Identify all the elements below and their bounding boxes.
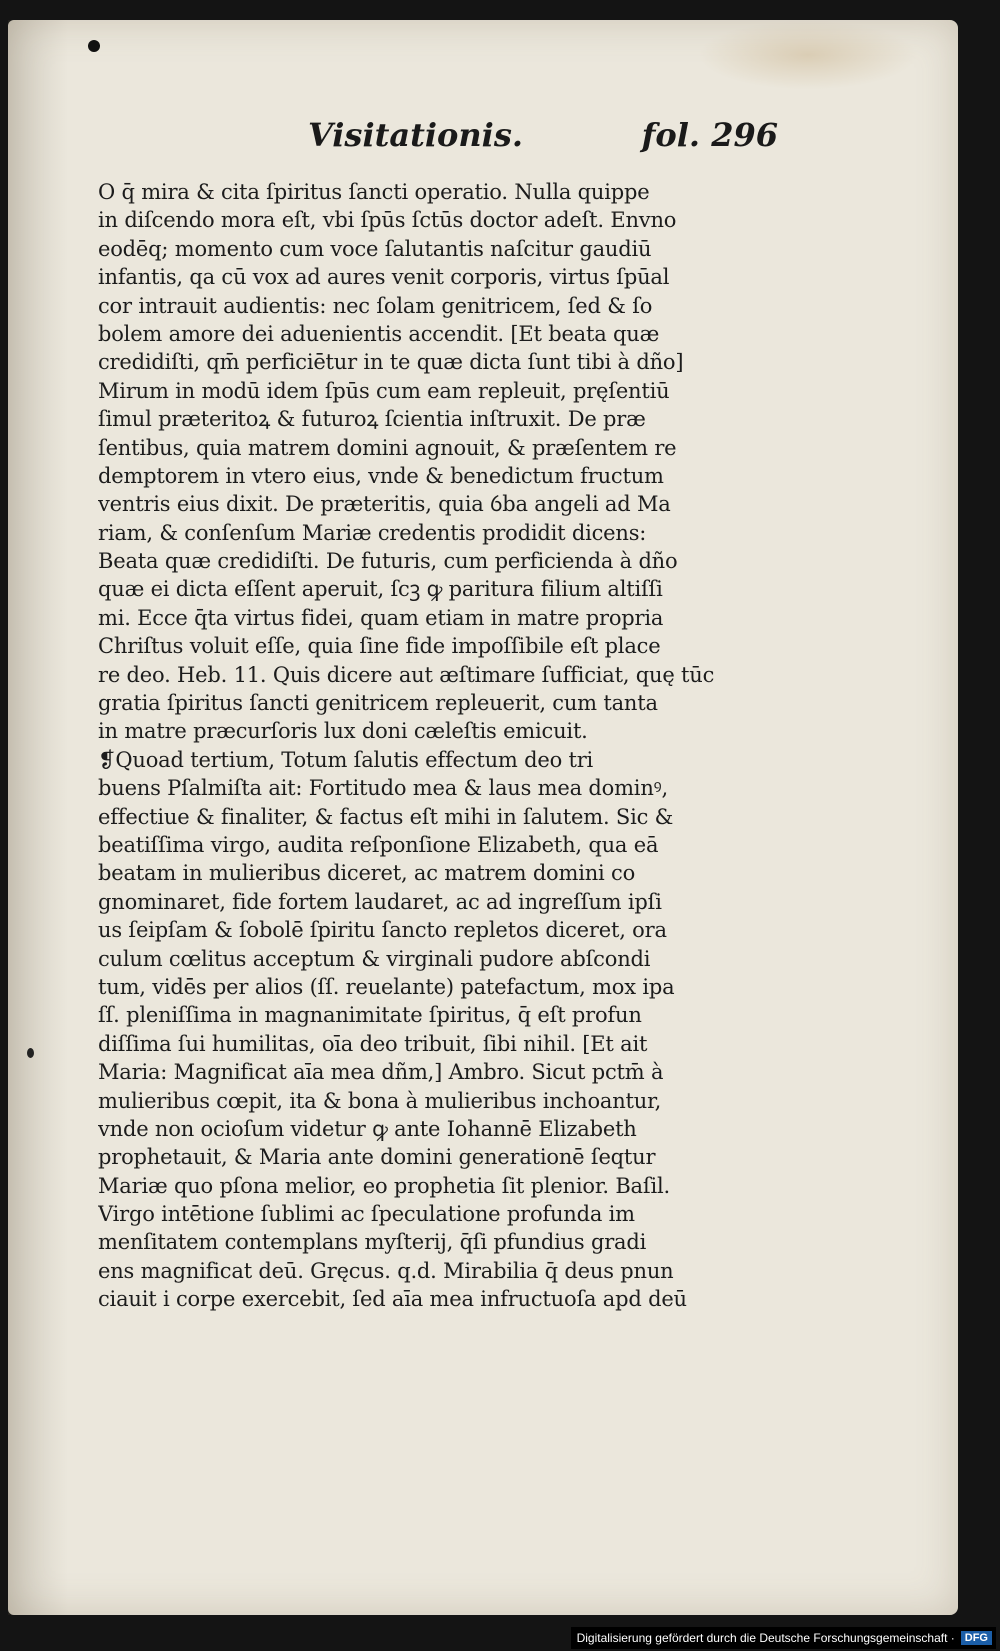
text-line: bolem amore dei aduenientis accendit. [Et beata quæ (98, 321, 660, 346)
text-line: gratia ſpiritus ſancti genitricem repleuerit, cum tanta (98, 691, 658, 716)
digitization-credit (571, 1627, 996, 1649)
text-line: ciauit i corpe exercebit, ſed aīa mea infructuoſa apd deū (98, 1287, 687, 1312)
text-line: Virgo intētione ſublimi ac ſpeculatione profunda im (98, 1202, 635, 1227)
text-line: in diſcendo mora eſt, vbi ſpūs ſctūs doctor adeſt. Envno (98, 208, 677, 233)
text-line: us ſeipſam & ſobolē ſpiritu ſancto repletos diceret, ora (98, 918, 667, 943)
text-line: beatam in mulieribus diceret, ac matrem domini co (98, 861, 636, 886)
text-line: credidiſti, qm̄ perficiētur in te quæ dicta ſunt tibi à dño] (98, 350, 684, 375)
text-line: cor intrauit audientis: nec ſolam genitricem, ſed & ſo (98, 293, 653, 318)
text-line: Chriſtus voluit eſſe, quia ſine fide impoſſibile eſt place (98, 634, 661, 659)
text-line: buens Pſalmiſta ait: Fortitudo mea & laus mea dominꝰ, (98, 776, 668, 801)
text-line: beatiſſima virgo, audita reſponſione Elizabeth, qua eā (98, 832, 659, 857)
text-line: Beata quæ credidiſti. De futuris, cum perficienda à dño (98, 549, 678, 574)
text-line: mi. Ecce q̄ta virtus fidei, quam etiam in matre propria (98, 605, 664, 630)
text-line: Mirum in modū idem ſpūs cum eam repleuit, pręſentiū (98, 378, 670, 403)
text-line: diſſima ſui humilitas, oīa deo tribuit, ſibi nihil. [Et ait (98, 1031, 648, 1056)
ink-dot (88, 40, 100, 52)
text-line: gnominaret, fide fortem laudaret, ac ad ingreſſum ipſi (98, 889, 662, 914)
text-line: ens magnificat deū. Gręcus. q.d. Mirabilia q̄ deus pnun (98, 1258, 674, 1283)
dfg-logo: DFG (961, 1631, 992, 1645)
folio-number: fol. 296 (641, 116, 778, 154)
credit-text: Digitalisierung gefördert durch die Deutsche Forschungsgemeinschaft · (576, 1631, 955, 1645)
text-line: in matre præcurſoris lux doni cæleſtis emicuit. (98, 719, 588, 744)
text-line: demptorem in vtero eius, vnde & benedictum fructum (98, 463, 664, 488)
text-line: ventris eius dixit. De præteritis, quia ỽba angeli ad Ma (98, 492, 671, 517)
text-block (98, 178, 778, 1314)
running-title: Visitationis. (308, 116, 523, 154)
text-line: vnde non ocioſum videtur ꝙ ante Iohannē Elizabeth (98, 1116, 637, 1141)
text-line: prophetauit, & Maria ante domini generationē ſeqtur (98, 1145, 656, 1170)
page-stain (698, 20, 918, 90)
text-line: eodēq; momento cum voce ſalutantis naſcitur gaudiū (98, 236, 652, 261)
text-line: O q̄ mira & cita ſpiritus ſancti operatio. Nulla quippe (98, 180, 650, 204)
text-line: ſſ. pleniſſima in magnanimitate ſpiritus, q̄ eſt profun (98, 1003, 642, 1028)
text-line: riam, & conſenſum Mariæ credentis prodidit dicens: (98, 520, 647, 545)
text-line: Mariæ quo pſona melior, eo prophetia ſit plenior. Baſil. (98, 1173, 670, 1198)
book-page (8, 20, 958, 1615)
ink-dot-margin (27, 1048, 34, 1058)
text-line: effectiue & finaliter, & factus eſt mihi in ſalutem. Sic & (98, 804, 674, 829)
page-header (308, 116, 778, 164)
text-line: ❡Quoad tertium, Totum ſalutis effectum deo tri (98, 747, 594, 772)
text-line: quæ ei dicta eſſent aperuit, ſcꝫ ꝙ paritura filium altiſſi (98, 577, 663, 602)
text-line: mulieribus cœpit, ita & bona à mulieribus inchoantur, (98, 1088, 662, 1113)
text-line: infantis, qa cū vox ad aures venit corporis, virtus ſpūal (98, 265, 670, 290)
text-line: tum, vidēs per alios (ſſ. reuelante) patefactum, mox ipa (98, 974, 675, 999)
text-line: ſimul præteritoꝝ & futuroꝝ ſcientia inſtruxit. De præ (98, 407, 646, 432)
text-line: Maria: Magnificat aīa mea dñm,] Ambro. Sicut pctm̄ à (98, 1060, 664, 1085)
text-line: culum cœlitus acceptum & virginali pudore abſcondi (98, 946, 651, 971)
text-line: re deo. Heb. 11. Quis dicere aut æſtimare ſufficiat, quę tūc (98, 662, 715, 687)
text-line: menſitatem contemplans myſterij, q̄ſi pfundius gradi (98, 1230, 647, 1255)
text-line: ſentibus, quia matrem domini agnouit, & præſentem re (98, 435, 677, 460)
